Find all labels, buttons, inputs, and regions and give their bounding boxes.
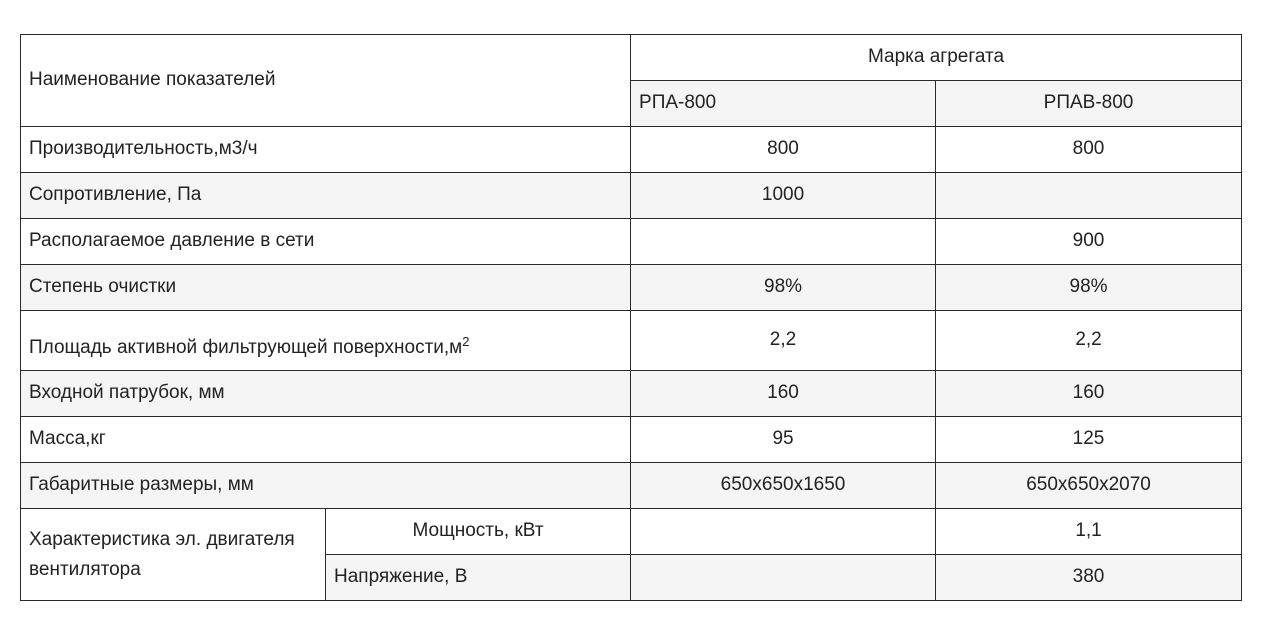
- table-row: [21, 127, 1242, 173]
- specifications-table: [20, 34, 1242, 601]
- row-label-text: Площадь активной фильтрующей поверхности,м: [29, 337, 463, 359]
- row-label: Производительность,м3/ч: [21, 127, 631, 173]
- row-value-model-1: 800: [631, 127, 936, 173]
- row-value-model-2: 900: [936, 219, 1242, 265]
- row-value-model-1: [631, 219, 936, 265]
- brand-header: Марка агрегата: [631, 35, 1242, 81]
- table-row: [21, 219, 1242, 265]
- row-label: Входной патрубок, мм: [21, 371, 631, 417]
- row-value-model-2: 98%: [936, 265, 1242, 311]
- row-label: Располагаемое давление в сети: [21, 219, 631, 265]
- table-row: [21, 463, 1242, 509]
- row-label: [21, 311, 631, 371]
- power-value-model-2: 1,1: [936, 509, 1242, 555]
- table-row: [21, 371, 1242, 417]
- row-label: Степень очистки: [21, 265, 631, 311]
- voltage-label: Напряжение, В: [326, 555, 631, 601]
- row-value-model-1: 650x650x1650: [631, 463, 936, 509]
- header-row-1: [21, 35, 1242, 81]
- row-value-model-1: 160: [631, 371, 936, 417]
- row-value-model-2: 125: [936, 417, 1242, 463]
- row-label: Масса,кг: [21, 417, 631, 463]
- motor-group-label: Характеристика эл. двигателя вентилятора: [21, 509, 326, 601]
- table-row: [21, 173, 1242, 219]
- table-row: [21, 265, 1242, 311]
- row-value-model-2: 160: [936, 371, 1242, 417]
- row-label: Сопротивление, Па: [21, 173, 631, 219]
- power-value-model-1: [631, 509, 936, 555]
- table-row: [21, 417, 1242, 463]
- row-value-model-2: 2,2: [936, 311, 1242, 371]
- row-value-model-2: 650x650x2070: [936, 463, 1242, 509]
- row-value-model-2: 800: [936, 127, 1242, 173]
- motor-row-power: [21, 509, 1242, 555]
- parameter-header: Наименование показателей: [21, 35, 631, 127]
- voltage-value-model-2: 380: [936, 555, 1242, 601]
- row-label-superscript: 2: [462, 334, 470, 350]
- model-header-2: РПАВ-800: [936, 81, 1242, 127]
- voltage-value-model-1: [631, 555, 936, 601]
- table-row: [21, 311, 1242, 371]
- model-header-1: РПА-800: [631, 81, 936, 127]
- row-value-model-1: 1000: [631, 173, 936, 219]
- row-value-model-1: 95: [631, 417, 936, 463]
- row-value-model-1: 2,2: [631, 311, 936, 371]
- power-label: Мощность, кВт: [326, 509, 631, 555]
- row-value-model-1: 98%: [631, 265, 936, 311]
- row-value-model-2: [936, 173, 1242, 219]
- row-label: Габаритные размеры, мм: [21, 463, 631, 509]
